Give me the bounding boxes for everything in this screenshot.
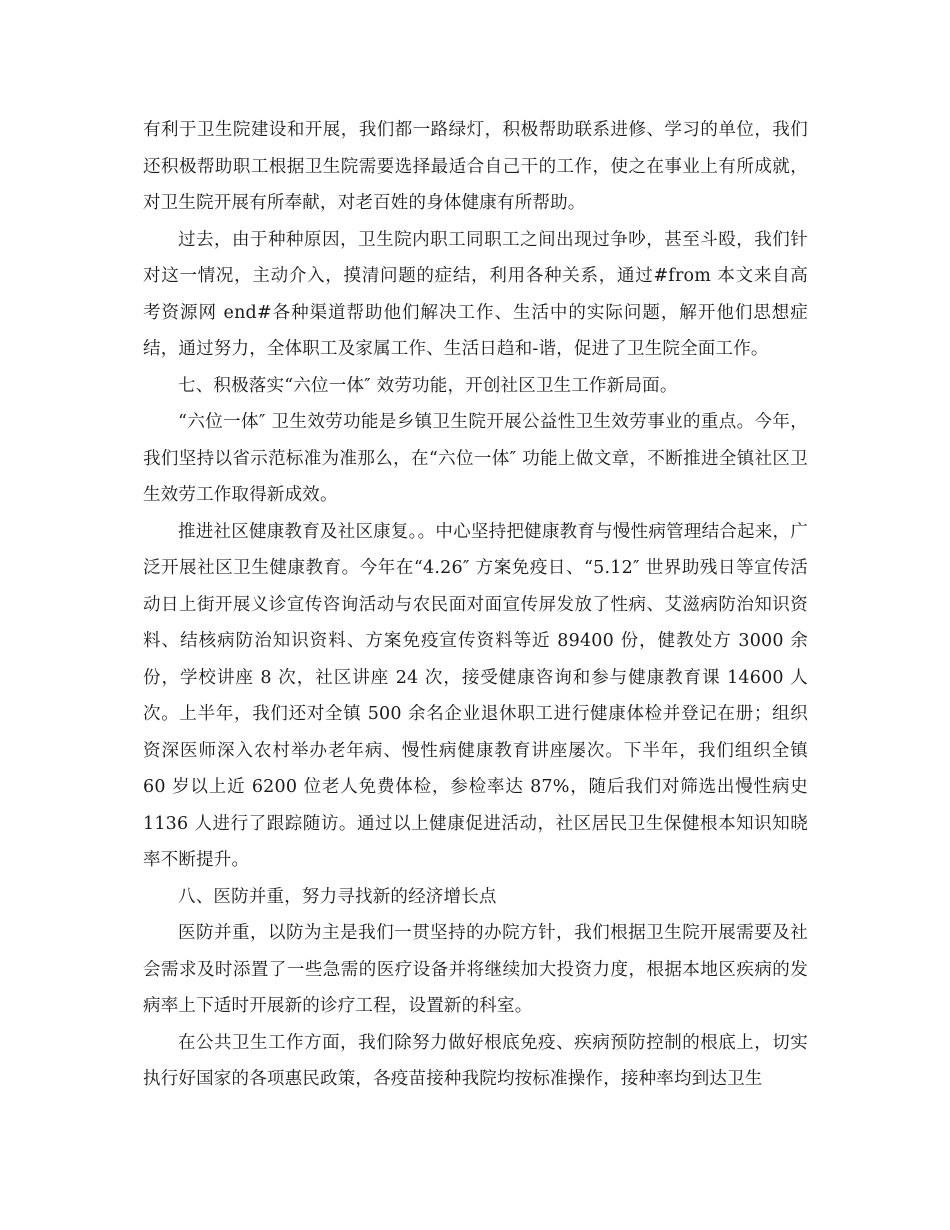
paragraph-1: 有利于卫生院建设和开展，我们都一路绿灯，积极帮助联系进修、学习的单位，我们还积极帮助职工根据卫生院需要选择最适合自己干的工作，使之在事业上有所成就，对卫生院开展有所奉献，对老百姓的身体健康有所帮助。 <box>143 120 808 213</box>
paragraph-3: “六位一体″ 卫生效劳功能是乡镇卫生院开展公益性卫生效劳事业的重点。今年，我们坚持以省示范标准为准那么，在“六位一体″ 功能上做文章，不断推进全镇社区卫生效劳工作取得新成效。 <box>143 412 808 505</box>
paragraph-4: 推进社区健康教育及社区康复。。中心坚持把健康教育与慢性病管理结合起来，广泛开展社区卫生健康教育。今年在“4.26″ 方案免疫日、“5.12″ 世界助残日等宣传活动日上街开展义诊宣传咨询活动与农民面对面宣传屏发放了性病、艾滋病防治知识资料、结核病防治知识资料、方案免疫宣传资料等近 89400 份，健教处方 3000 余份，学校讲座 8 次，社区讲座 24 次，接受健康咨询和参与健康教育课 14600 人次。上半年，我们还对全镇 500 余名企业退休职工进行健康体检并登记在册；组织资深医师深入农村举办老年病、慢性病健康教育讲座屡次。下半年，我们组织全镇 60 岁以上近 6200 位老人免费体检，参检率达 87%，随后我们对筛选出慢性病史 1136 人进行了跟踪随访。通过以上健康促进活动，社区居民卫生保健根本知识知晓率不断提升。 <box>143 521 808 870</box>
section-heading-7: 七、积极落实“六位一体″ 效劳功能，开创社区卫生工作新局面。 <box>178 375 678 396</box>
section-heading-8: 八、医防并重，努力寻找新的经济增长点 <box>178 886 497 907</box>
paragraph-2: 过去，由于种种原因，卫生院内职工同职工之间出现过争吵，甚至斗殴，我们针对这一情况，主动介入，摸清问题的症结，利用各种关系，通过#from 本文来自高考资源网 end#各种渠道帮助他们解决工作、生活中的实际问题，解开他们思想症结，通过努力，全体职工及家属工作、生活日趋和-谐，促进了卫生院全面工作。 <box>143 229 808 359</box>
paragraph-6: 在公共卫生工作方面，我们除努力做好根底免疫、疾病预防控制的根底上，切实执行好国家的各项惠民政策，各疫苗接种我院均按标准操作，接种率均到达卫生 <box>143 1032 808 1089</box>
paragraph-5: 医防并重，以防为主是我们一贯坚持的办院方针，我们根据卫生院开展需要及社会需求及时添置了一些急需的医疗设备并将继续加大投资力度，根据本地区疾病的发病率上下适时开展新的诊疗工程，设置新的科室。 <box>143 923 808 1016</box>
document-body <box>143 112 808 1098</box>
